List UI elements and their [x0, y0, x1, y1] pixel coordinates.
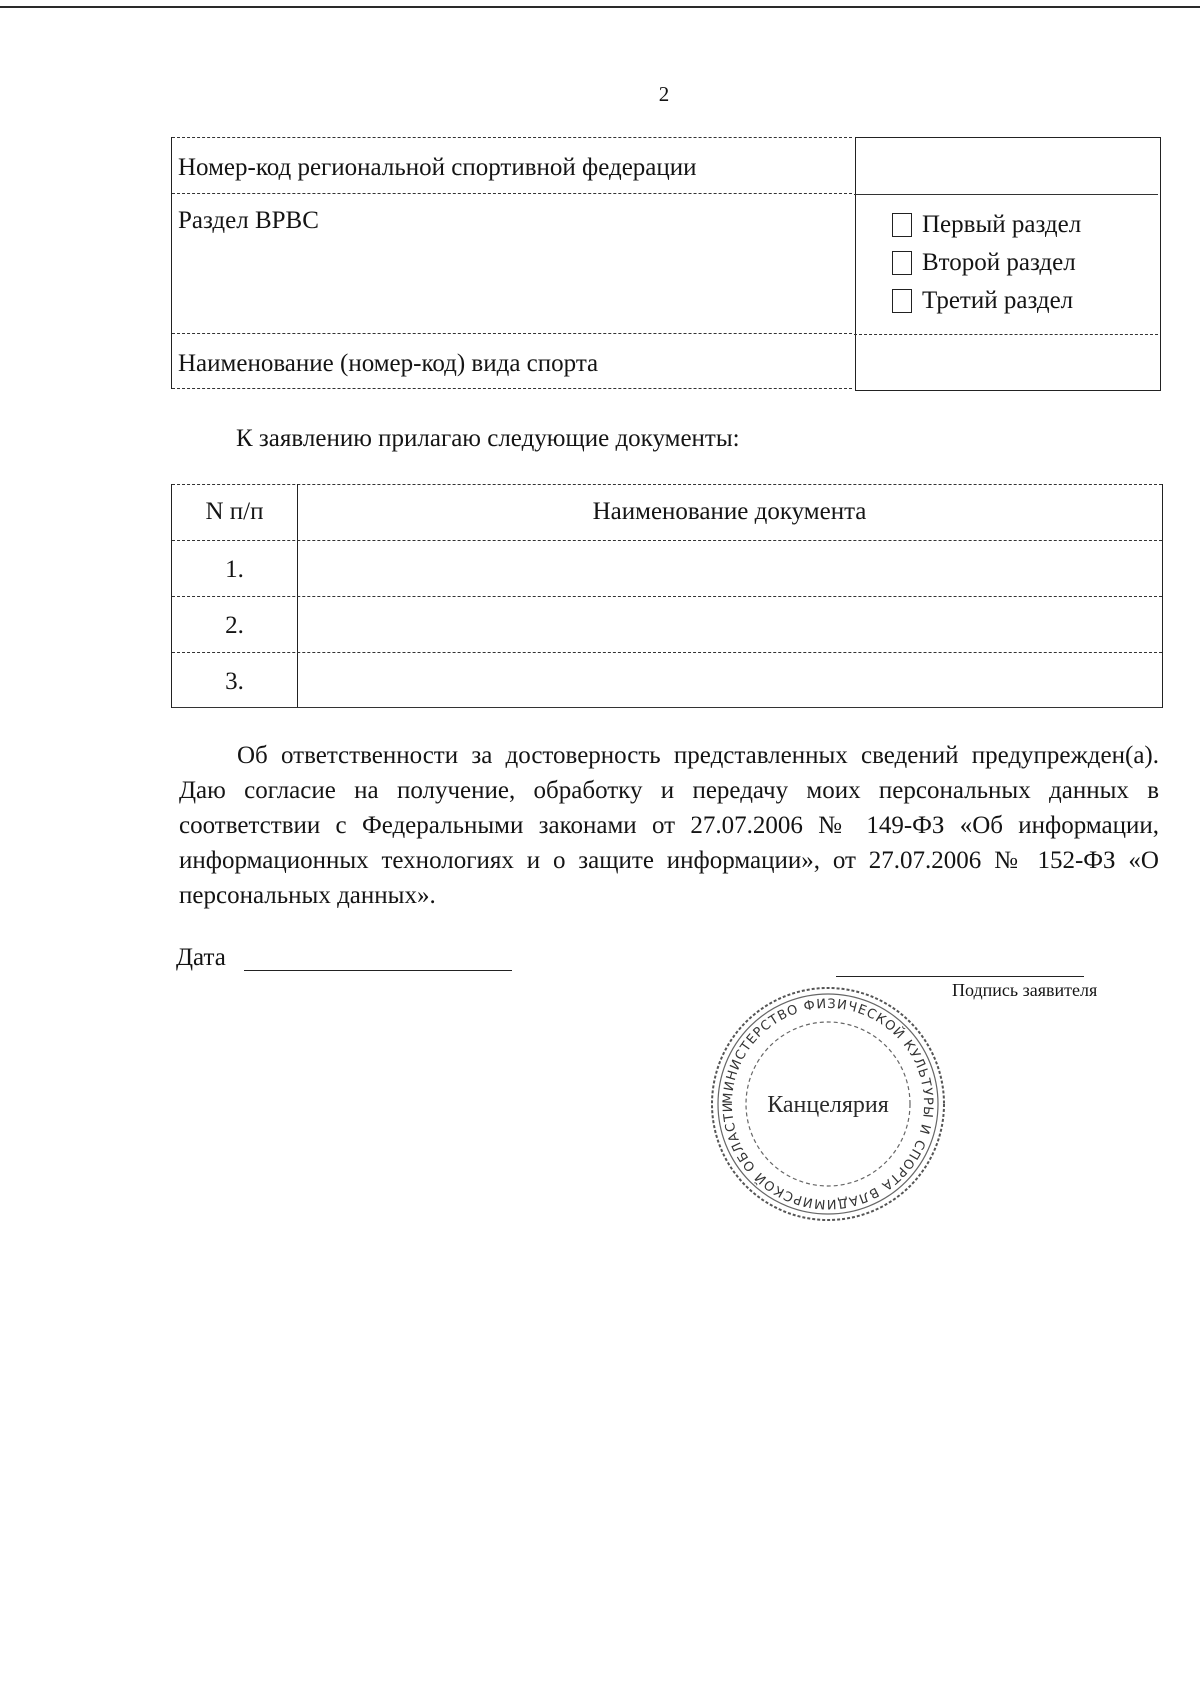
checkbox-second-section[interactable] [892, 251, 912, 275]
documents-table-header [172, 484, 1162, 540]
section-option-third-label: Третий раздел [922, 287, 1074, 314]
sport-label: Наименование (номер-код) вида спорта [178, 350, 599, 377]
section-option-second-label: Второй раздел [922, 249, 1076, 276]
header-document-name: Наименование документа [592, 498, 867, 525]
date-field-line[interactable] [244, 970, 512, 971]
info-table-rule-2 [172, 333, 852, 334]
info-table-bottom-rule [172, 388, 852, 389]
info-table-value-column [855, 137, 1161, 391]
table-row[interactable] [172, 540, 1162, 596]
section-option-second[interactable] [892, 248, 1076, 278]
section-option-first[interactable] [892, 210, 1081, 240]
row-number: 3. [225, 668, 244, 695]
documents-table-bottom-rule [172, 707, 1162, 708]
signature-line[interactable] [836, 976, 1084, 977]
signature-caption: Подпись заявителя [952, 980, 1098, 1000]
info-table [171, 137, 1159, 389]
documents-intro: К заявлению прилагаю следующие документы: [236, 425, 740, 452]
table-row[interactable] [172, 652, 1162, 708]
value-column-rule-1 [854, 194, 1158, 195]
info-table-rule-1 [172, 193, 852, 194]
section-label: Раздел ВРВС [178, 207, 319, 234]
row-number: 2. [225, 612, 244, 639]
row-number: 1. [225, 556, 244, 583]
official-stamp [708, 984, 948, 1224]
checkbox-third-section[interactable] [892, 289, 912, 313]
section-option-third[interactable] [892, 286, 1073, 316]
consent-paragraph: Об ответственности за достоверность представленных сведений предупрежден(а). Даю согласие на получение, обработку и передачу моих персональных данных в соответствии с Федеральными законами от 27.07.2006 № 149-ФЗ «Об информации, информационных технологиях и о защите информации», от 27.07.2006 № 152-ФЗ «О персональных данных». [179, 742, 1159, 909]
info-table-label-column [171, 137, 852, 389]
table-row[interactable] [172, 596, 1162, 652]
stamp-center-text: Канцелярия [767, 1092, 889, 1118]
checkbox-first-section[interactable] [892, 213, 912, 237]
date-label: Дата [176, 944, 226, 971]
header-number: N п/п [205, 498, 264, 525]
section-option-first-label: Первый раздел [922, 211, 1082, 238]
documents-table [171, 484, 1163, 708]
top-border-line [0, 6, 1200, 8]
page-number: 2 [658, 82, 670, 106]
info-table-top-rule [172, 137, 852, 138]
stamp-ring-text: МИНИСТЕРСТВО ФИЗИЧЕСКОЙ КУЛЬТУРЫ И СПОРТА ВЛАДИМИРСКОЙ ОБЛАСТИ [720, 996, 936, 1212]
federation-code-label: Номер-код региональной спортивной федерации [178, 154, 697, 181]
value-column-rule-2 [854, 334, 1158, 335]
